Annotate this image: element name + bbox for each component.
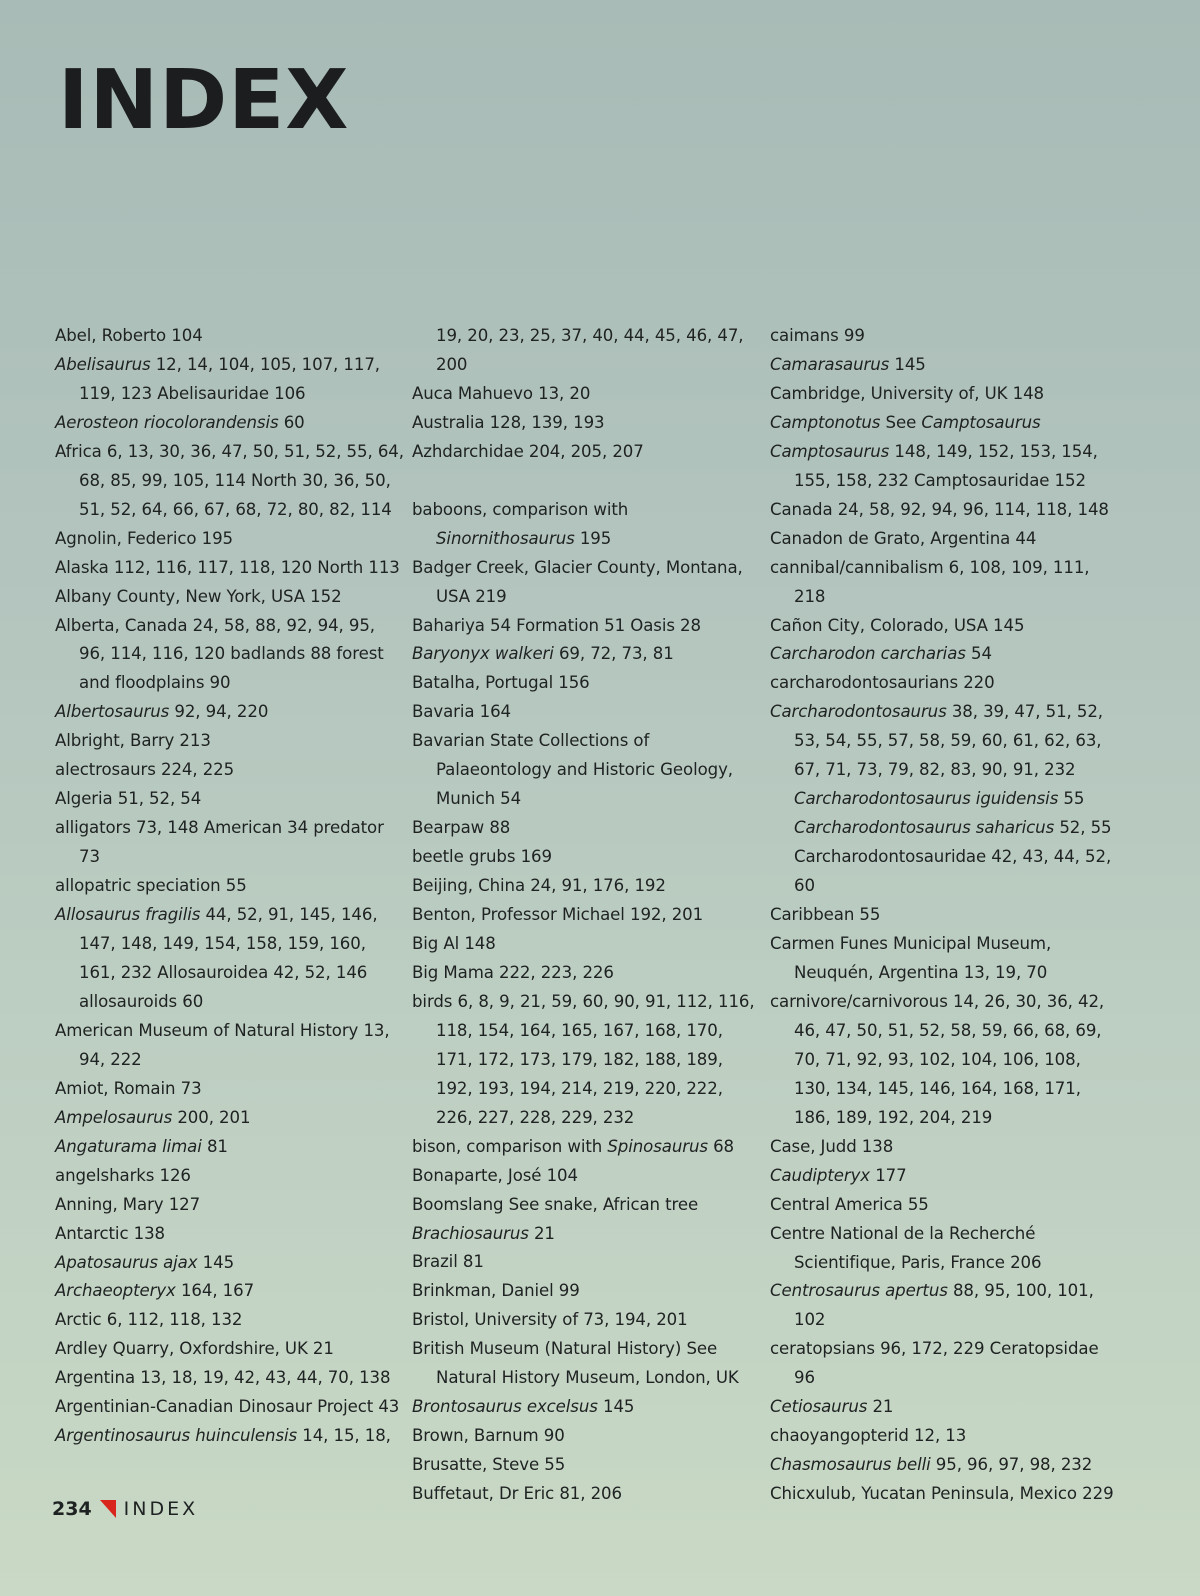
index-text: Alaska 112, 116, 117, 118, 120 North 113 (55, 557, 400, 577)
index-entry (55, 1191, 405, 1220)
index-text: 69, 72, 73, 81 (553, 644, 674, 664)
index-text: beetle grubs 169 (412, 847, 552, 867)
index-entry (412, 959, 762, 988)
index-entry (770, 438, 1120, 496)
index-text: 68 (707, 1136, 735, 1156)
index-text: Bearpaw 88 (412, 818, 511, 838)
index-text: Carmen Funes Municipal Museum, Neuquén, Argentina 13, 19, 70 (770, 934, 1052, 982)
index-text: Abel, Roberto 104 (55, 326, 203, 345)
index-text: Agnolin, Federico 195 (55, 528, 233, 548)
index-text: Benton, Professor Michael 192, 201 (412, 905, 704, 925)
index-text: Beijing, China 24, 91, 176, 192 (412, 876, 666, 896)
index-entry (55, 814, 405, 872)
index-term-italic: Apatosaurus ajax (55, 1252, 198, 1272)
index-text: 200, 201 (172, 1107, 251, 1127)
index-entry (412, 496, 762, 554)
index-entry (770, 351, 1120, 380)
index-text: Ardley Quarry, Oxfordshire, UK 21 (55, 1339, 334, 1359)
index-entry (55, 1162, 405, 1191)
index-entry (770, 930, 1120, 988)
index-entry (55, 756, 405, 785)
index-entry (770, 640, 1120, 669)
index-text: 55 (1058, 789, 1085, 809)
index-text: 148, 149, 152, 153, 154, 155, 158, 232 Camptosauridae 152 (794, 441, 1098, 490)
index-text: Antarctic 138 (55, 1223, 166, 1243)
index-entry (55, 1364, 405, 1393)
index-entry (412, 1220, 762, 1249)
index-text: Auca Mahuevo 13, 20 (412, 383, 591, 403)
index-entry (412, 1191, 762, 1220)
index-text: alectrosaurs 224, 225 (55, 760, 235, 780)
index-text: Badger Creek, Glacier County, Montana, USA 219 (412, 557, 743, 606)
index-text: Argentinian-Canadian Dinosaur Project 43 (55, 1397, 400, 1417)
index-entry (55, 901, 405, 1017)
index-text: 12, 14, 104, 105, 107, 117, 119, 123 Abelisauridae 106 (79, 354, 380, 403)
index-text: Algeria 51, 52, 54 (55, 789, 202, 809)
index-entry (412, 554, 762, 612)
page-footer (52, 1498, 198, 1520)
index-text: Big Al 148 (412, 934, 496, 953)
index-text: 88, 95, 100, 101, 102 (794, 1281, 1094, 1330)
index-entry (770, 380, 1120, 409)
index-entry (412, 438, 762, 467)
index-entry (412, 1306, 762, 1335)
index-entry (55, 1104, 405, 1133)
index-entry (770, 1422, 1120, 1451)
index-text: Bahariya 54 Formation 51 Oasis 28 (412, 615, 701, 635)
index-text: 145 (597, 1397, 635, 1417)
index-term-italic: Carcharodon carcharias (770, 644, 966, 664)
index-entry (55, 1017, 405, 1075)
index-text: 44, 52, 91, 145, 146, 147, 148, 149, 154, 158, 159, 160, 161, 232 Allosauroidea 42, 52, 146 allosauroids 60 (79, 905, 378, 1011)
index-entry (55, 1306, 405, 1335)
index-entry (55, 583, 405, 612)
index-text: Boomslang See snake, African tree (412, 1194, 699, 1214)
index-text: Bristol, University of 73, 194, 201 (412, 1310, 688, 1330)
index-term-italic: Brachiosaurus (412, 1223, 529, 1243)
index-term-italic: Chasmosaurus belli (770, 1455, 931, 1475)
index-term-italic: Archaeopteryx (55, 1281, 176, 1301)
index-entry (770, 612, 1120, 641)
index-entry (412, 901, 762, 930)
index-text: baboons, comparison with (412, 499, 629, 519)
index-text: Bavarian State Collections of Palaeontology and Historic Geology, Munich 54 (412, 731, 733, 809)
index-entry (55, 872, 405, 901)
index-term-italic: Ampelosaurus (55, 1107, 173, 1127)
index-term-italic: Baryonyx walkeri (412, 644, 554, 664)
index-text: Canadon de Grato, Argentina 44 (770, 528, 1037, 548)
index-entry (770, 1451, 1120, 1480)
index-text: Albright, Barry 213 (55, 731, 211, 751)
index-text: Albany County, New York, USA 152 (55, 586, 342, 606)
index-entry (55, 322, 405, 351)
index-entry (770, 669, 1120, 698)
index-entry (770, 785, 1120, 814)
index-entry (770, 901, 1120, 930)
index-term-italic: Abelisaurus (55, 354, 151, 374)
index-entry (412, 1451, 762, 1480)
index-term-italic: Carcharodontosaurus (770, 702, 947, 722)
index-entry (770, 554, 1120, 612)
index-entry (55, 1335, 405, 1364)
index-entry (55, 698, 405, 727)
index-text: 21 (867, 1397, 894, 1417)
index-entry (412, 640, 762, 669)
index-entry (55, 1133, 405, 1162)
index-entry (412, 1277, 762, 1306)
index-term-italic: Carcharodontosaurus iguidensis (794, 789, 1059, 809)
index-text: Azhdarchidae 204, 205, 207 (412, 441, 644, 461)
index-entry (770, 496, 1120, 525)
index-entry (770, 1133, 1120, 1162)
page-number: 234 (52, 1498, 92, 1520)
index-entry (770, 814, 1120, 901)
section-label: INDEX (123, 1498, 199, 1520)
index-column-1 (55, 322, 405, 1451)
index-term-italic: Camptosaurus (770, 441, 890, 461)
index-text: chaoyangopterid 12, 13 (770, 1426, 967, 1446)
index-entry (770, 322, 1120, 351)
index-text: Buffetaut, Dr Eric 81, 206 (412, 1484, 622, 1504)
index-entry (412, 727, 762, 814)
index-entry (412, 1422, 762, 1451)
index-entry (770, 1277, 1120, 1335)
index-text: Batalha, Portugal 156 (412, 673, 590, 693)
index-text: Brinkman, Daniel 99 (412, 1281, 580, 1301)
index-entry (412, 843, 762, 872)
index-text: cannibal/cannibalism 6, 108, 109, 111, 218 (770, 557, 1090, 606)
index-entry (770, 409, 1120, 438)
index-text: Central America 55 (770, 1194, 929, 1214)
index-text: Brusatte, Steve 55 (412, 1455, 566, 1475)
index-text: Africa 6, 13, 30, 36, 47, 50, 51, 52, 55, 64, 68, 85, 99, 105, 114 North 30, 36, 50, 51, 52, 64, 66, 67, 68, 72, 80, 82, 114 (55, 441, 404, 519)
index-column-2 (412, 322, 762, 1509)
index-term-italic: Camptosaurus (921, 412, 1041, 432)
index-entry (55, 351, 405, 409)
index-text: carnivore/carnivorous 14, 26, 30, 36, 42, 46, 47, 50, 51, 52, 58, 59, 66, 68, 69, 70, 71, 92, 93, 102, 104, 106, 108, 130, 134, 145, 146, 164, 168, 171, 186, 189, 192, 204, 219 (770, 991, 1105, 1127)
index-text: Caribbean 55 (770, 905, 881, 925)
index-term-italic: Sinornithosaurus (436, 528, 575, 548)
index-entry (55, 1249, 405, 1278)
index-text: 14, 15, 18, (297, 1426, 391, 1446)
index-term-italic: Cetiosaurus (770, 1397, 868, 1417)
index-entry (770, 1220, 1120, 1278)
index-entry (55, 1422, 405, 1451)
index-spacer (412, 467, 762, 496)
index-text: ceratopsians 96, 172, 229 Ceratopsidae 96 (770, 1339, 1099, 1388)
index-text: 54 (965, 644, 992, 664)
index-text: 52, 55 Carcharodontosauridae 42, 43, 44, 52, 60 (794, 818, 1112, 896)
index-text: alligators 73, 148 American 34 predator 73 (55, 818, 384, 867)
index-entry (55, 727, 405, 756)
index-text: Bavaria 164 (412, 702, 511, 722)
index-entry (412, 409, 762, 438)
index-entry (55, 1075, 405, 1104)
index-entry (770, 1191, 1120, 1220)
index-term-italic: Albertosaurus (55, 702, 170, 722)
index-text: 92, 94, 220 (169, 702, 269, 722)
index-text: Case, Judd 138 (770, 1136, 894, 1156)
index-entry (412, 1393, 762, 1422)
index-entry (412, 930, 762, 959)
red-triangle-icon (100, 1500, 116, 1518)
index-text: Arctic 6, 112, 118, 132 (55, 1310, 243, 1330)
index-term-italic: Argentinosaurus huinculensis (55, 1426, 298, 1446)
index-text: 60 (278, 412, 305, 432)
index-text: Canada 24, 58, 92, 94, 96, 114, 118, 148 (770, 499, 1109, 519)
index-entry (55, 438, 405, 525)
index-term-italic: Angaturama limai (55, 1136, 202, 1156)
index-text: Alberta, Canada 24, 58, 88, 92, 94, 95, 96, 114, 116, 120 badlands 88 forest and floodplains 90 (55, 615, 384, 693)
index-entry (55, 409, 405, 438)
index-entry (412, 322, 762, 380)
index-text: 21 (528, 1223, 555, 1243)
index-text: 145 (197, 1252, 235, 1272)
index-text: 38, 39, 47, 51, 52, 53, 54, 55, 57, 58, 59, 60, 61, 62, 63, 67, 71, 73, 79, 82, 83, 90, 91, 232 (794, 702, 1103, 780)
index-entry (55, 1220, 405, 1249)
index-text: 164, 167 (175, 1281, 255, 1301)
index-text: bison, comparison with (412, 1136, 608, 1156)
index-text: carcharodontosaurians 220 (770, 673, 995, 693)
index-text: 195 (574, 528, 612, 548)
index-term-italic: Brontosaurus excelsus (412, 1397, 598, 1417)
index-text: caimans 99 (770, 326, 865, 345)
index-entry (412, 1162, 762, 1191)
index-text: angelsharks 126 (55, 1165, 191, 1185)
index-entry (412, 1133, 762, 1162)
index-entry (770, 1335, 1120, 1393)
index-entry (770, 1480, 1120, 1509)
index-term-italic: Camptonotus (770, 412, 881, 432)
index-entry (412, 612, 762, 641)
page-title: INDEX (58, 53, 350, 148)
index-text: 145 (889, 354, 926, 374)
index-text: Argentina 13, 18, 19, 42, 43, 44, 70, 138 (55, 1368, 391, 1388)
index-text: 95, 96, 97, 98, 232 (930, 1455, 1093, 1475)
index-text: British Museum (Natural History) See Natural History Museum, London, UK (412, 1339, 739, 1388)
index-column-3 (770, 322, 1120, 1509)
index-entry (55, 1277, 405, 1306)
index-entry (55, 525, 405, 554)
index-entry (412, 698, 762, 727)
index-term-italic: Allosaurus fragilis (55, 905, 201, 925)
index-entry (55, 612, 405, 699)
index-entry (412, 814, 762, 843)
index-term-italic: Carcharodontosaurus saharicus (794, 818, 1055, 838)
index-text: Anning, Mary 127 (55, 1194, 201, 1214)
index-entry (412, 872, 762, 901)
index-text: Brazil 81 (412, 1252, 484, 1272)
index-entry (55, 554, 405, 583)
index-text: birds 6, 8, 9, 21, 59, 60, 90, 91, 112, 116, 118, 154, 164, 165, 167, 168, 170, 171, 172, 173, 179, 182, 188, 189, 192, 193, 194, 214, 219, 220, 222, 226, 227, 228, 229, 232 (412, 991, 755, 1127)
index-entry (412, 669, 762, 698)
index-text: allopatric speciation 55 (55, 876, 247, 896)
index-text: Centre National de la Recherché Scientifique, Paris, France 206 (770, 1223, 1042, 1272)
index-text: Big Mama 222, 223, 226 (412, 962, 614, 982)
index-entry (770, 1162, 1120, 1191)
index-entry (770, 698, 1120, 785)
index-entry (55, 785, 405, 814)
index-text: American Museum of Natural History 13, 94, 222 (55, 1020, 390, 1069)
index-term-italic: Spinosaurus (607, 1136, 708, 1156)
index-text: Cambridge, University of, UK 148 (770, 383, 1045, 403)
index-text: Chicxulub, Yucatan Peninsula, Mexico 229 (770, 1484, 1114, 1504)
index-text: Brown, Barnum 90 (412, 1426, 565, 1446)
index-entry (412, 380, 762, 409)
index-text: Cañon City, Colorado, USA 145 (770, 615, 1025, 635)
index-entry (770, 988, 1120, 1133)
index-entry (412, 1248, 762, 1277)
index-term-italic: Camarasaurus (770, 354, 890, 374)
index-text: 19, 20, 23, 25, 37, 40, 44, 45, 46, 47, 200 (436, 326, 744, 374)
index-text: See (880, 412, 922, 432)
index-text: 81 (201, 1136, 228, 1156)
index-term-italic: Caudipteryx (770, 1165, 871, 1185)
index-entry (55, 1393, 405, 1422)
index-text: 177 (870, 1165, 907, 1185)
index-entry (770, 1393, 1120, 1422)
index-entry (770, 525, 1120, 554)
index-entry (412, 1480, 762, 1509)
index-text: Australia 128, 139, 193 (412, 412, 605, 432)
index-text: Amiot, Romain 73 (55, 1078, 202, 1098)
index-term-italic: Aerosteon riocolorandensis (55, 412, 279, 432)
index-entry (412, 1335, 762, 1393)
index-text: Bonaparte, José 104 (412, 1165, 578, 1185)
index-entry (412, 988, 762, 1133)
index-term-italic: Centrosaurus apertus (770, 1281, 948, 1301)
